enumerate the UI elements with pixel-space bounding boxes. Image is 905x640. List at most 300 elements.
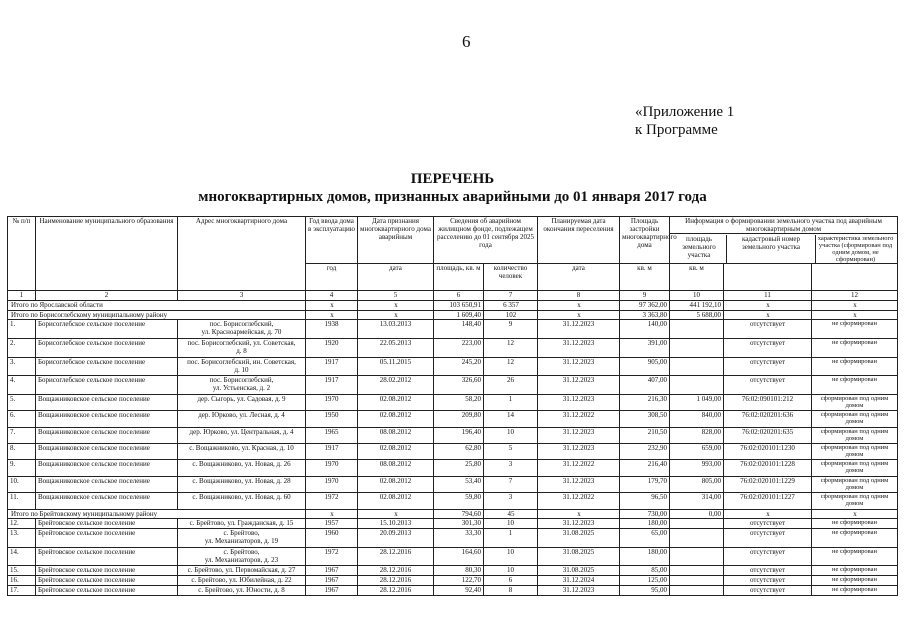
column-number: 2 [36,291,178,301]
table-row [8,320,898,339]
row-date: 08.08.2012 [358,460,434,476]
row-address [178,529,306,548]
row-date: 28.12.2016 [358,586,434,596]
row-people: 10 [484,547,538,566]
row-address-line-2: д. 10 [234,365,249,374]
row-building-area: 125,00 [620,576,670,586]
total-row [8,310,898,320]
row-municipality: Вощажниковское сельское поселение [36,427,178,443]
row-cadastral: отсутствует [724,576,812,586]
row-people: 26 [484,376,538,395]
row-characteristic: сформирован под одним домом [812,443,898,459]
row-year: 1920 [306,339,358,358]
column-number: 9 [620,291,670,301]
row-number: 15. [8,566,36,576]
total-area: 794,60 [434,509,484,519]
row-municipality: Борисоглебское сельское поселение [36,357,178,376]
row-building-area: 180,00 [620,547,670,566]
total-date: х [358,310,434,320]
row-address [178,339,306,358]
row-year: 1917 [306,376,358,395]
row-people: 3 [484,460,538,476]
title-line-2: многоквартирных домов, признанных аварийными до 01 января 2017 года [198,189,707,205]
row-year: 1917 [306,443,358,459]
total-row [8,509,898,519]
table-row [8,566,898,576]
row-address [178,443,306,459]
row-cadastral: отсутствует [724,529,812,548]
appendix-caption [635,103,734,139]
total-date: х [358,300,434,310]
row-year: 1967 [306,586,358,596]
row-characteristic: сформирован под одним домом [812,476,898,492]
row-address [178,394,306,410]
header-date-emergency: Дата признания многоквартирного дома аварийным [358,217,434,264]
row-area: 326,60 [434,376,484,395]
row-people: 9 [484,320,538,339]
row-planned-date: 31.12.2022 [538,460,620,476]
row-characteristic: сформирован под одним домом [812,427,898,443]
row-people: 10 [484,566,538,576]
table-row [8,339,898,358]
row-area: 209,80 [434,411,484,427]
row-land-area [670,376,724,395]
table-row [8,443,898,459]
row-land-area: 840,00 [670,411,724,427]
row-address [178,411,306,427]
row-people: 12 [484,357,538,376]
row-address-line-1: с. Брейтово, [223,547,260,556]
row-building-area: 905,00 [620,357,670,376]
row-municipality: Вощажниковское сельское поселение [36,411,178,427]
column-number: 12 [812,291,898,301]
header-number: № п/п [8,217,36,291]
row-address-line-1: дер. Юрково, ул. Лесная, д. 4 [198,411,285,420]
row-address [178,320,306,339]
row-building-area: 180,00 [620,519,670,529]
table-row [8,411,898,427]
table-row [8,529,898,548]
row-address [178,586,306,596]
row-address-line-1: с. Брейтово, [223,529,260,538]
row-date: 20.09.2013 [358,529,434,548]
total-label: Итого по Борисоглебскому муниципальному району [8,310,306,320]
table-row [8,460,898,476]
row-cadastral: отсутствует [724,339,812,358]
row-cadastral: 76:02:020201:636 [724,411,812,427]
row-land-area [670,566,724,576]
row-area: 92,40 [434,586,484,596]
row-municipality: Вощажниковское сельское поселение [36,493,178,509]
row-date: 05.11.2015 [358,357,434,376]
row-date: 28.12.2016 [358,576,434,586]
header-land-info-title: Информация о формировании земельного участка под аварийным многоквартирным домом [670,217,897,234]
row-characteristic: не сформирован [812,339,898,358]
housing-table [7,216,898,596]
row-land-area [670,586,724,596]
total-land-area: 5 688,00 [670,310,724,320]
row-cadastral: отсутствует [724,566,812,576]
row-people: 5 [484,443,538,459]
unit-date: дата [358,264,434,291]
row-municipality: Брейтовское сельское поселение [36,529,178,548]
row-cadastral: отсутствует [724,357,812,376]
row-planned-date: 31.12.2024 [538,576,620,586]
row-cadastral: отсутствует [724,519,812,529]
row-people: 7 [484,476,538,492]
row-address [178,376,306,395]
row-land-area: 828,00 [670,427,724,443]
row-area: 80,30 [434,566,484,576]
row-address-line-2: ул. Красноармейская, д. 70 [201,328,282,337]
total-people: 102 [484,310,538,320]
row-people: 1 [484,529,538,548]
total-building-area: 3 363,80 [620,310,670,320]
row-municipality: Вощажниковское сельское поселение [36,443,178,459]
table-row [8,357,898,376]
row-number: 2. [8,339,36,358]
total-cadastral: х [724,509,812,519]
row-number: 7. [8,427,36,443]
row-land-area [670,547,724,566]
row-cadastral: 76:02:020101:1227 [724,493,812,509]
row-planned-date: 31.12.2023 [538,519,620,529]
row-characteristic: сформирован под одним домом [812,411,898,427]
row-number: 11. [8,493,36,509]
row-cadastral: 76:02:020201:635 [724,427,812,443]
row-address-line-1: дер. Юрково, ул. Центральная, д. 4 [189,427,294,436]
table-row [8,476,898,492]
row-characteristic: не сформирован [812,576,898,586]
unit-cadastral [724,264,812,291]
row-land-area: 993,00 [670,460,724,476]
unit-building-area: кв. м [620,264,670,291]
row-year: 1970 [306,460,358,476]
row-number: 1. [8,320,36,339]
row-building-area: 140,00 [620,320,670,339]
column-number: 4 [306,291,358,301]
row-people: 10 [484,427,538,443]
row-number: 3. [8,357,36,376]
row-characteristic: сформирован под одним домом [812,394,898,410]
unit-characteristic [812,264,898,291]
header-cadastral: кадастровый номер земельного участка [727,235,816,263]
row-address-line-1: дер. Сыгорь, ул. Садовая, д. 9 [197,394,286,403]
unit-area: площадь, кв. м [434,264,484,291]
row-building-area: 65,00 [620,529,670,548]
row-land-area [670,576,724,586]
total-planned-date: х [538,310,620,320]
row-people: 10 [484,519,538,529]
row-number: 12. [8,519,36,529]
row-land-area: 659,00 [670,443,724,459]
table-row [8,519,898,529]
row-year: 1972 [306,493,358,509]
row-people: 8 [484,586,538,596]
row-area: 25,80 [434,460,484,476]
row-address-line-1: с. Вощажниково, ул. Красная, д. 10 [189,443,294,452]
row-people: 12 [484,339,538,358]
row-area: 164,60 [434,547,484,566]
total-cadastral: х [724,300,812,310]
row-year: 1957 [306,519,358,529]
row-land-area [670,519,724,529]
row-address-line-1: с. Вощажниково, ул. Новая, д. 60 [192,493,291,502]
row-characteristic: не сформирован [812,566,898,576]
row-land-area: 1 049,00 [670,394,724,410]
row-planned-date: 31.12.2023 [538,586,620,596]
total-row [8,300,898,310]
total-planned-date: х [538,509,620,519]
row-cadastral: 76:02:090101:212 [724,394,812,410]
total-land-area: 0,00 [670,509,724,519]
row-year: 1917 [306,357,358,376]
appendix-line-2: к Программе [635,122,718,138]
table-row [8,576,898,586]
unit-people: количество человек [484,264,538,291]
row-year: 1967 [306,576,358,586]
header-municipality: Наименование муниципального образования [36,217,178,291]
row-date: 22.05.2013 [358,339,434,358]
row-planned-date: 31.12.2022 [538,411,620,427]
total-planned-date: х [538,300,620,310]
row-municipality: Брейтовское сельское поселение [36,576,178,586]
row-number: 9. [8,460,36,476]
row-land-area: 314,00 [670,493,724,509]
table-row [8,427,898,443]
row-area: 223,00 [434,339,484,358]
document-title [0,170,905,206]
row-area: 148,40 [434,320,484,339]
total-characteristic: х [812,310,898,320]
title-line-1: ПЕРЕЧЕНЬ [410,171,495,187]
row-area: 122,70 [434,576,484,586]
row-planned-date: 31.12.2023 [538,476,620,492]
row-address-line-1: с. Брейтово, ул. Юбилейная, д. 22 [191,576,292,585]
row-building-area: 85,00 [620,566,670,576]
row-address [178,476,306,492]
column-number: 3 [178,291,306,301]
header-fund-info: Сведения об аварийном жилищном фонде, подлежащем расселению до 01 сентября 2025 года [434,217,538,264]
column-number: 7 [484,291,538,301]
row-number: 16. [8,576,36,586]
row-cadastral: 76:02:020101:1228 [724,460,812,476]
row-address [178,566,306,576]
row-address [178,357,306,376]
row-area: 301,30 [434,519,484,529]
header-address: Адрес многоквартирного дома [178,217,306,291]
total-characteristic: х [812,509,898,519]
row-area: 33,30 [434,529,484,548]
row-date: 28.12.2016 [358,566,434,576]
table-row [8,493,898,509]
row-characteristic: не сформирован [812,529,898,548]
row-municipality: Борисоглебское сельское поселение [36,376,178,395]
header-planned-date: Планируемая дата окончания переселения [538,217,620,264]
row-planned-date: 31.12.2023 [538,443,620,459]
row-number: 10. [8,476,36,492]
row-planned-date: 31.12.2023 [538,394,620,410]
row-address [178,576,306,586]
row-land-area [670,529,724,548]
row-municipality: Брейтовское сельское поселение [36,519,178,529]
row-address-line-1: пос. Борисоглебский, ин. Советская, [187,357,296,366]
unit-land-area: кв. м [670,264,724,291]
total-people: 45 [484,509,538,519]
row-building-area: 308,50 [620,411,670,427]
row-number: 13. [8,529,36,548]
row-address-line-1: с. Брейтово, ул. Гражданская, д. 15 [189,519,294,528]
table-row [8,586,898,596]
row-building-area: 216,30 [620,394,670,410]
row-address-line-1: пос. Борисоглебский, [209,320,274,329]
header-building-area: Площадь застройки многоквартирного дома [620,217,670,264]
row-date: 15.10.2013 [358,519,434,529]
total-area: 103 650,91 [434,300,484,310]
table-row [8,547,898,566]
row-planned-date: 31.08.2025 [538,547,620,566]
row-address-line-2: ул. Механизаторов, д. 23 [204,555,279,564]
row-land-area [670,339,724,358]
row-people: 6 [484,576,538,586]
row-year: 1972 [306,547,358,566]
header-row [8,217,898,264]
header-land-characteristic: характеристика земельного участка (сформирован под одним домом, не сформирован) [817,235,894,263]
row-characteristic: не сформирован [812,376,898,395]
row-date: 02.08.2012 [358,493,434,509]
total-people: 6 357 [484,300,538,310]
row-address [178,547,306,566]
unit-year: год [306,264,358,291]
row-cadastral: отсутствует [724,547,812,566]
row-address-line-1: пос. Борисоглебский, ул. Советская, [187,339,296,348]
row-planned-date: 31.08.2025 [538,529,620,548]
total-year: х [306,509,358,519]
row-address-line-1: с. Брейтово, ул. Юности, д. 8 [198,586,285,594]
total-year: х [306,300,358,310]
column-number: 8 [538,291,620,301]
row-municipality: Вощажниковское сельское поселение [36,476,178,492]
row-address-line-1: с. Брейтово, ул. Первомайская, д. 27 [187,566,296,575]
total-cadastral: х [724,310,812,320]
row-number: 8. [8,443,36,459]
row-number: 5. [8,394,36,410]
row-year: 1965 [306,427,358,443]
row-date: 08.08.2012 [358,427,434,443]
row-land-area [670,320,724,339]
row-characteristic: не сформирован [812,320,898,339]
row-date: 02.08.2012 [358,394,434,410]
row-area: 53,40 [434,476,484,492]
column-number: 6 [434,291,484,301]
row-municipality: Вощажниковское сельское поселение [36,394,178,410]
row-municipality: Брейтовское сельское поселение [36,547,178,566]
row-date: 02.08.2012 [358,476,434,492]
row-building-area: 232,90 [620,443,670,459]
row-address [178,519,306,529]
row-address [178,427,306,443]
row-cadastral: 76:02:020101:1229 [724,476,812,492]
row-building-area: 407,00 [620,376,670,395]
column-number: 11 [724,291,812,301]
row-characteristic: не сформирован [812,357,898,376]
row-year: 1950 [306,411,358,427]
row-planned-date: 31.12.2023 [538,320,620,339]
page-number: 6 [462,32,471,51]
row-cadastral: 76:02:020101:1230 [724,443,812,459]
row-cadastral: отсутствует [724,586,812,596]
row-municipality: Брейтовское сельское поселение [36,586,178,596]
row-planned-date: 31.12.2023 [538,339,620,358]
table-row [8,376,898,395]
row-cadastral: отсутствует [724,320,812,339]
row-address-line-2: ул. Устьенская, д. 2 [212,384,271,393]
total-characteristic: х [812,300,898,310]
appendix-line-1: «Приложение 1 [635,104,735,120]
total-area: 1 609,40 [434,310,484,320]
header-land-area: площадь земельного участка [672,235,727,263]
column-number: 1 [8,291,36,301]
total-year: х [306,310,358,320]
row-address [178,493,306,509]
row-address [178,460,306,476]
row-planned-date: 31.12.2023 [538,376,620,395]
column-number: 5 [358,291,434,301]
unit-planned-date: дата [538,264,620,291]
row-planned-date: 31.12.2023 [538,427,620,443]
row-building-area: 210,50 [620,427,670,443]
row-year: 1970 [306,394,358,410]
total-land-area: 441 192,10 [670,300,724,310]
row-building-area: 391,00 [620,339,670,358]
row-area: 62,80 [434,443,484,459]
row-building-area: 96,50 [620,493,670,509]
row-year: 1970 [306,476,358,492]
total-label: Итого по Ярославской области [8,300,306,310]
row-address-line-1: пос. Борисоглебский, [209,376,274,385]
row-number: 14. [8,547,36,566]
row-area: 196,40 [434,427,484,443]
total-building-area: 730,00 [620,509,670,519]
row-date: 28.12.2016 [358,547,434,566]
column-number: 10 [670,291,724,301]
row-date: 02.08.2012 [358,443,434,459]
header-land-info [670,217,898,264]
row-number: 6. [8,411,36,427]
row-date: 13.03.2013 [358,320,434,339]
row-land-area [670,357,724,376]
row-address-line-1: с. Вощажниково, ул. Новая, д. 26 [192,460,291,469]
row-year: 1960 [306,529,358,548]
row-characteristic: не сформирован [812,547,898,566]
column-numbers-row [8,291,898,301]
row-date: 02.08.2012 [358,411,434,427]
row-municipality: Вощажниковское сельское поселение [36,460,178,476]
header-year: Год ввода дома в эксплуатацию [306,217,358,264]
row-address-line-2: ул. Механизаторов, д. 19 [204,537,279,546]
row-municipality: Борисоглебское сельское поселение [36,339,178,358]
row-building-area: 95,00 [620,586,670,596]
row-year: 1967 [306,566,358,576]
row-municipality: Борисоглебское сельское поселение [36,320,178,339]
total-building-area: 97 362,00 [620,300,670,310]
row-number: 17. [8,586,36,596]
row-people: 14 [484,411,538,427]
row-building-area: 216,40 [620,460,670,476]
row-land-area: 805,00 [670,476,724,492]
row-date: 28.02.2012 [358,376,434,395]
row-characteristic: не сформирован [812,519,898,529]
